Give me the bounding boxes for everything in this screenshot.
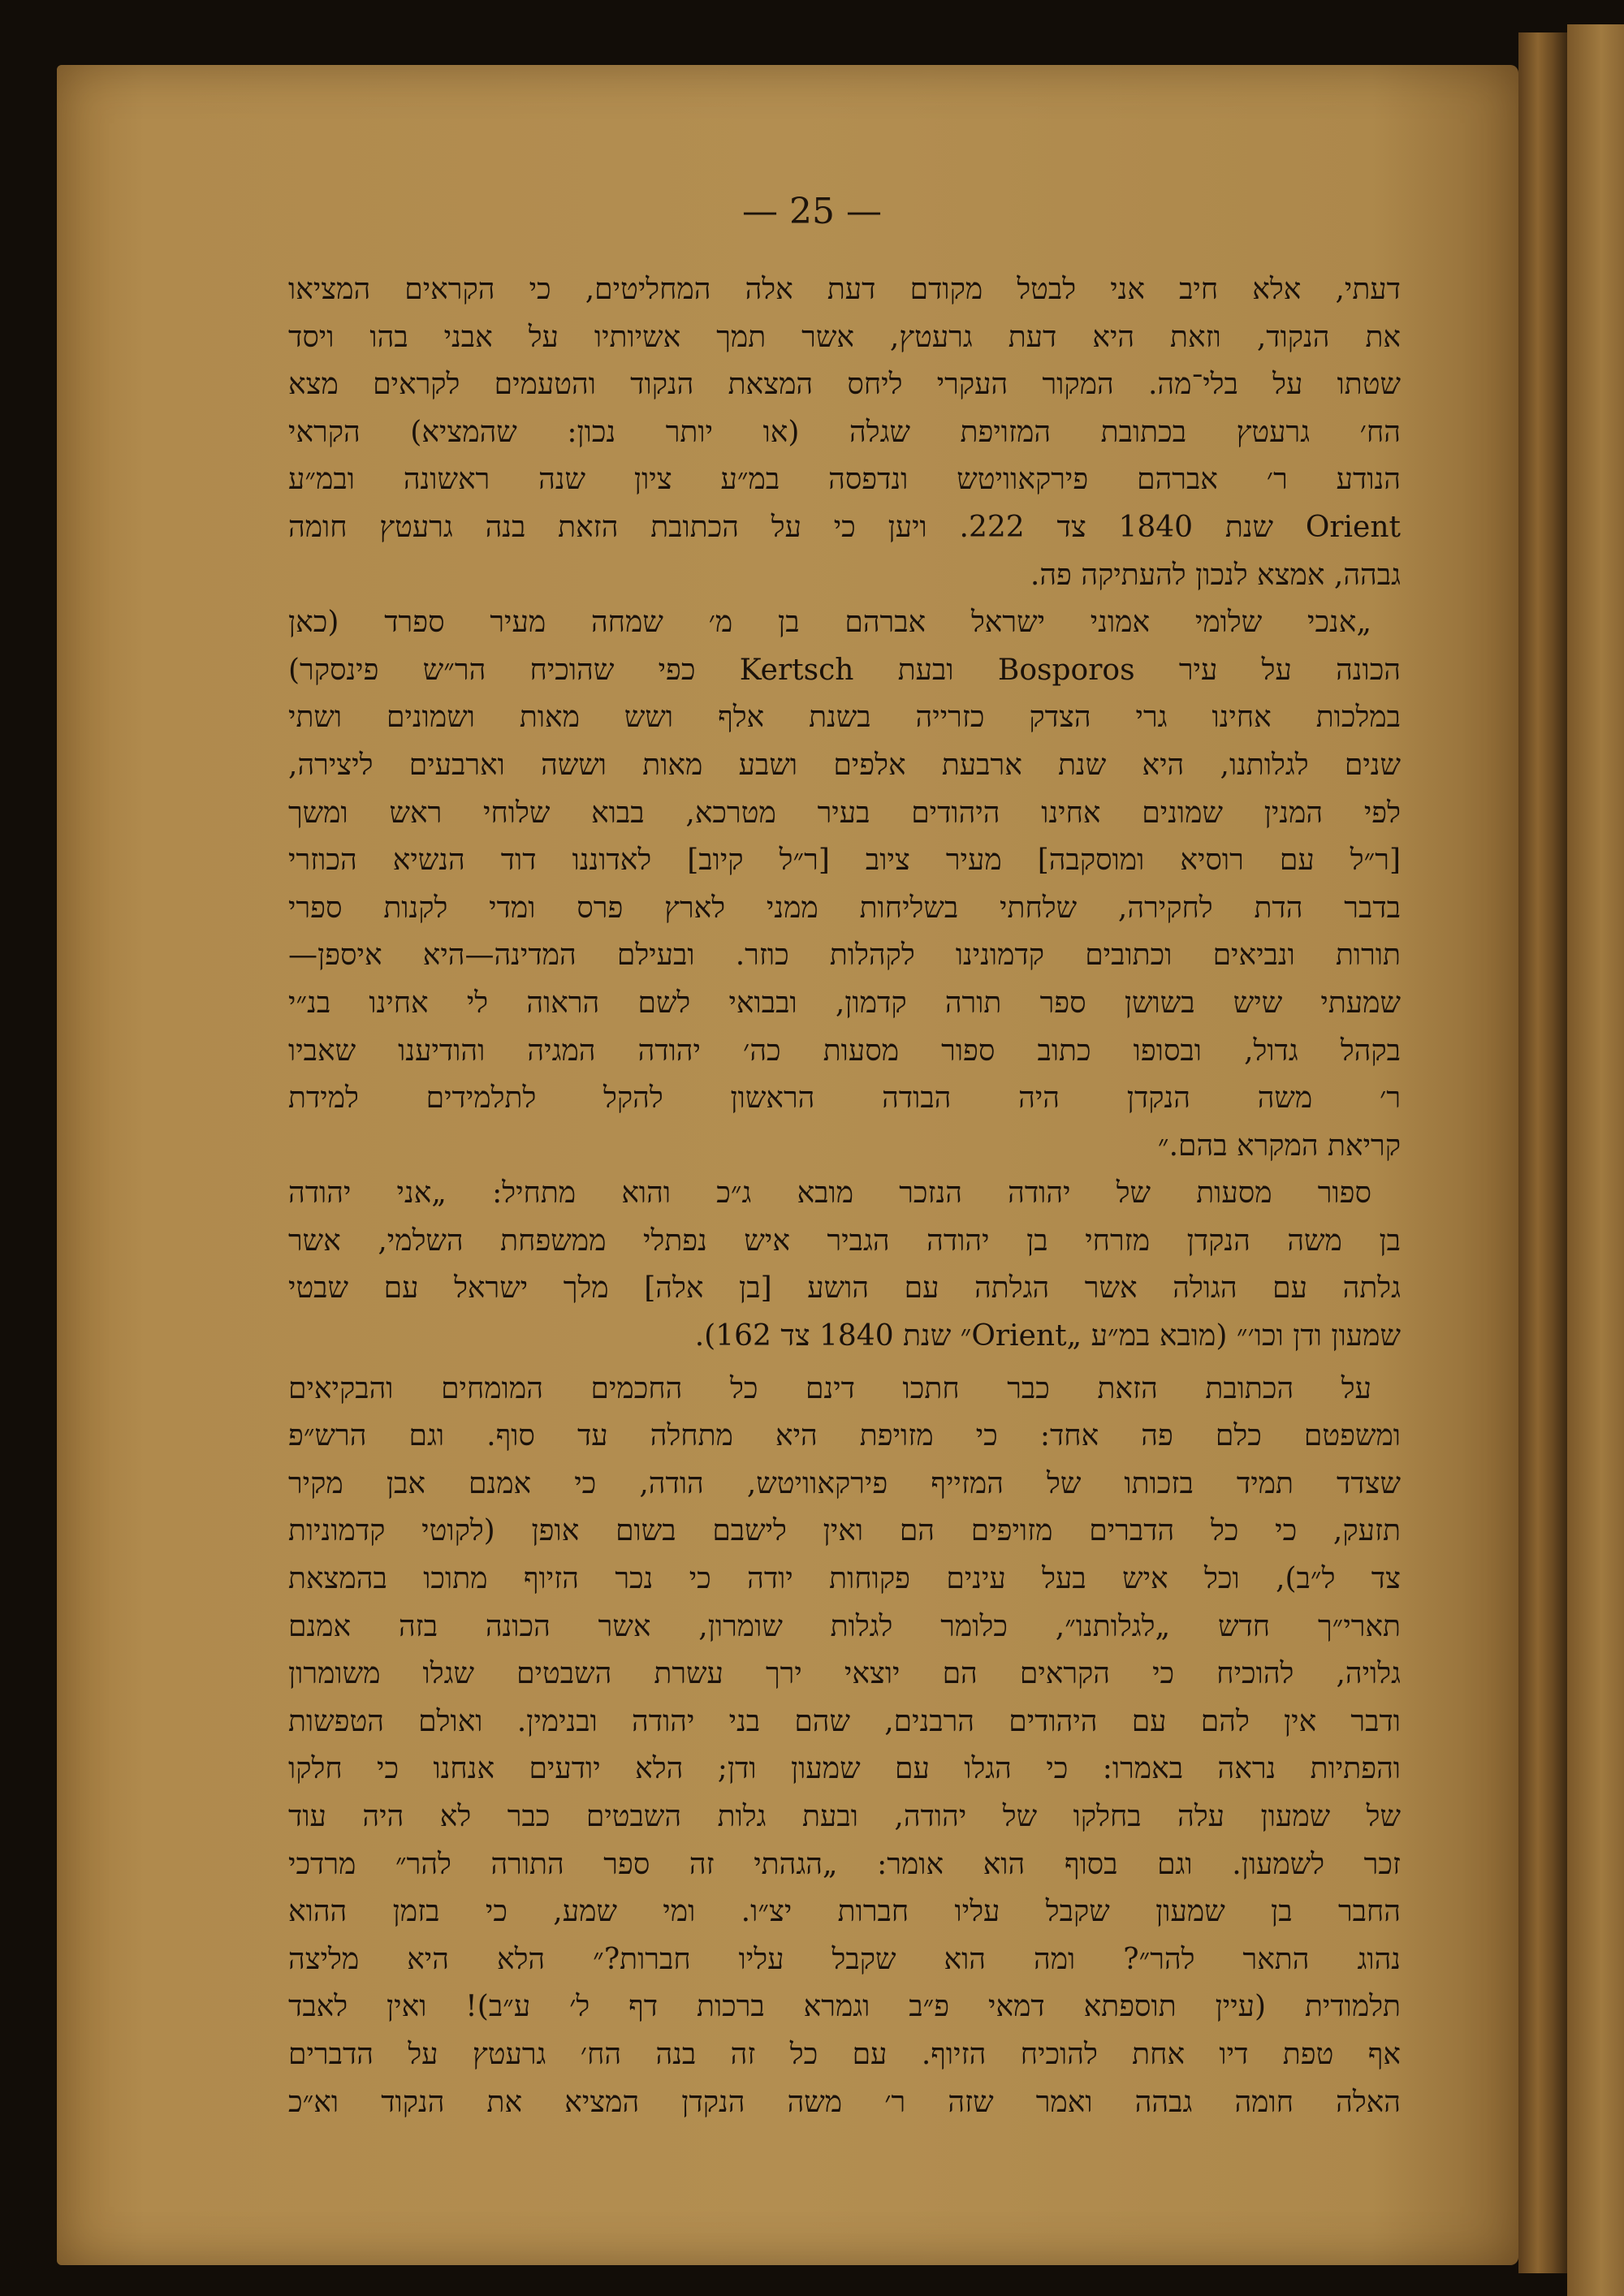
text-line: ספור מסעות של יהודה הנזכר מובא ג״כ והוא מתחיל: „אני יהודה: [288, 1176, 1372, 1211]
text-line: ר׳ משה הנקדן היה הבודה הראשון להקל לתלמידים למידת: [288, 1081, 1401, 1116]
text-line: „אנכי שלומי אמוני ישראל אברהם בן מ׳ שמחה מעיר ספרד (כאן: [288, 606, 1371, 640]
text-line: [ר״ל עם רוסיא ומוסקבה] מעיר ציוב [ר״ל קיוב] לאדוננו דוד הנשיא הכוזרי: [288, 844, 1401, 878]
text-line: ומשפטם כלם פה אחד: כי מזויפת היא מתחלה עד סוף. וגם הרש״פ: [288, 1419, 1401, 1453]
paragraph-3: [288, 1170, 1401, 1360]
text-line: לפי המנין שמונים אחינו היהודים בעיר מטרכא, בבוא שלוחי ראש ומשך: [288, 796, 1401, 830]
text-line: שנים לגלותנו, היא שנת ארבעת אלפים ושבע מאות וששה וארבעים ליצירה,: [288, 748, 1401, 782]
text-line: Orient שנת 1840 צד 222. ויען כי על הכתובת הזאת בנה גרעטץ חומה: [288, 510, 1402, 544]
paragraph-4: [288, 1366, 1401, 2127]
text-line: תלמודית (עיין תוספתא דמאי פ״ב וגמרא ברכות דף ל׳ ע״ב)! ואין לאבד: [288, 1990, 1401, 2024]
text-line: והפתיות נראה באמרו: כי הגלו עם שמעון ודן; הלא יודעים אנחנו כי חלקו: [288, 1752, 1401, 1786]
text-line: במלכות אחינו גרי הצדק כזרייה בשנת אלף ושש מאות ושמונים ושתי: [288, 701, 1401, 735]
text-line: שצדד תמיד בזכותו של המזייף פירקאוויטש, הודה, כי אמנם אבן מקיר: [288, 1466, 1401, 1500]
text-line: נהוג התאר להר״? ומה הוא שקבל עליו חברות?״ הלא היא מליצה: [288, 1942, 1401, 1976]
book-spine: [1518, 32, 1567, 2273]
text-line: קריאת המקרא בהם.״: [1157, 1129, 1401, 1163]
adjacent-page-edge: [1567, 24, 1624, 2296]
text-line: גלתה עם הגולה אשר הגלתה עם הושע [בן אלה] מלך ישראל עם שבטי: [288, 1271, 1401, 1306]
text-line: בדבר הדת לחקירה, שלחתי בשליחות ממני לארץ פרס ומדי לקנות ספרי: [288, 891, 1401, 925]
text-line: הכונה על עיר Bosporos ובעת Kertsch כפי שהוכיח הר״ש פינסקר): [288, 653, 1402, 687]
text-line: על הכתובת הזאת כבר חתכו דינם כל החכמים המומחים והבקיאים: [288, 1371, 1371, 1405]
text-line: שמעון ודן וכו׳״ (מובא במ״ע „Orient״ שנת 1840 צד 162).: [694, 1319, 1401, 1353]
page-number: — 25 —: [742, 191, 882, 232]
text-line: הח׳ גרעטץ בכתובת המזויפת שגלה (או יותר נכון: שהמציא) הקראי: [288, 415, 1401, 449]
text-line: בקהל גדול, ובסופו כתוב ספור מסעות כה׳ יהודה המגיה והודיענו שאביו: [288, 1034, 1401, 1068]
text-line: שמעתי שיש בשושן ספר תורה קדמון, ובבואי לשם הראוה לי אחינו בנ״י: [288, 986, 1401, 1020]
text-line: אף טפת דיו אחת להוכיח הזיוף. עם כל זה בנה הח׳ גרעטץ על הדברים: [288, 2037, 1401, 2071]
text-line: החבר בן שמעון שקבל עליו חברות יצ״ו. ומי שמע, כי בזמן ההוא: [288, 1895, 1401, 1929]
text-line: גבהה, אמצא לנכון להעתיקה פה.: [1030, 558, 1401, 592]
text-line: האלה חומה גבהה ואמר שזה ר׳ משה הנקדן המציא את הנקוד וא״כ: [288, 2085, 1401, 2119]
body-text: [288, 266, 1401, 2126]
text-line: של שמעון עלה בחלקו של יהודה, ובעת גלות השבטים כבר לא היה עוד: [288, 1800, 1401, 1833]
text-line: צד ל״ב), וכל איש בעל עינים פקוחות יודה כי נכר הזיוף מתוכו בהמצאת: [288, 1562, 1401, 1596]
text-line: תארי״ך חדש „לגלותנו״, כלומר לגלות שומרון, אשר הכונה בזה אמנם: [288, 1609, 1401, 1643]
text-line: את הנקוד, וזאת היא דעת גרעטץ, אשר תמך אשיותיו על אבני בהו ויסד: [288, 320, 1401, 354]
text-line: גלויה, להוכיח כי הקראים הם יוצאי ירך עשרת השבטים שגלו משומרון: [288, 1657, 1401, 1691]
text-line: תורות ונביאים וכתובים קדמונינו לקהלות כוזר. ובעילם המדינה—היא איספן—: [288, 939, 1401, 973]
text-line: ודבר אין להם עם היהודים הרבנים, שהם בני יהודה ובנימין. ואולם הטפשות: [288, 1704, 1401, 1738]
paragraph-1: [288, 266, 1401, 599]
text-line: זכר לשמעון. וגם בסוף הוא אומר: „הגהתי זה ספר התורה להר״ מרדכי: [288, 1847, 1401, 1881]
text-line: שטתו על בלי־מה. המקור העקרי ליחס המצאת הנקוד והטעמים לקראים מצא: [288, 368, 1401, 402]
text-line: תזעק, כי כל הדברים מזויפים הם ואין לישבם בשום אופן (לקוטי קדמוניות: [288, 1514, 1401, 1548]
text-line: דעתי, אלא חיב אני לבטל מקודם דעת אלה המחליטים, כי הקראים המציאו: [288, 273, 1401, 306]
text-line: בן משה הנקדן מזרחי בן יהודה הגביר איש נפתלי ממשפחת השלמי, אשר: [288, 1224, 1401, 1258]
paragraph-2-quote: [288, 599, 1401, 1170]
text-line: הנודע ר׳ אברהם פירקאוויטש ונדפסה במ״ע ציון שנה ראשונה ובמ״ע: [288, 463, 1401, 497]
